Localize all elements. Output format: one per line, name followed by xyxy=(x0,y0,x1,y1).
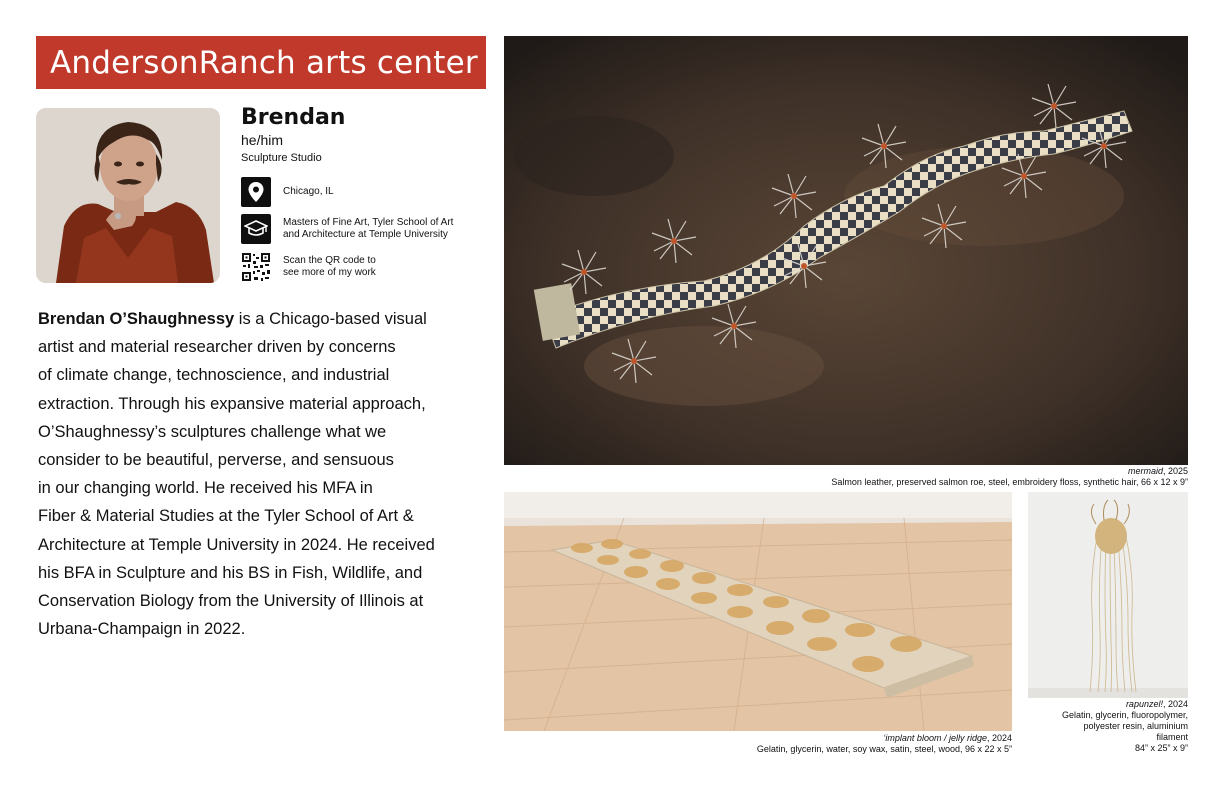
bio-line: Conservation Biology from the University of Illinois at xyxy=(38,592,424,611)
bio-line: artist and material researcher driven by concerns xyxy=(38,338,396,357)
caption-mermaid-title-line xyxy=(700,466,1188,477)
artist-name: Brendan xyxy=(241,105,346,130)
bio-line: his BFA in Sculpture and his BS in Fish, Wildlife, and xyxy=(38,563,423,582)
graduation-cap-icon xyxy=(241,214,271,244)
artwork-title: ‘implant bloom / jelly ridge xyxy=(883,733,987,743)
location-row xyxy=(241,177,483,207)
location-text: Chicago, IL xyxy=(283,186,334,197)
artwork-details: Salmon leather, preserved salmon roe, steel, embroidery floss, synthetic hair, 66 x 12 x 9” xyxy=(831,477,1188,487)
artwork-photo-rapunzel xyxy=(1028,492,1188,698)
artwork-photo-implant-bloom xyxy=(504,492,1012,731)
artwork-year: , 2024 xyxy=(1162,699,1188,709)
caption-implant-bloom xyxy=(640,733,1012,755)
education-text xyxy=(283,217,483,241)
artwork-details: Gelatin, glycerin, water, soy wax, satin, steel, wood, 96 x 22 x 5” xyxy=(756,744,1012,754)
artwork-details: Gelatin, glycerin, fluoropolymer, xyxy=(1061,710,1188,720)
artist-portrait xyxy=(36,108,220,283)
caption-mermaid xyxy=(700,466,1188,488)
artwork-details: filament xyxy=(1156,732,1188,742)
artwork-photo-mermaid xyxy=(504,36,1188,465)
bio-line: O’Shaughnessy’s sculptures challenge what we xyxy=(38,422,387,441)
caption-implant-bloom-title-line xyxy=(640,733,1012,744)
bio-line: of climate change, technoscience, and industrial xyxy=(38,366,390,385)
bio-full-name: Brendan O’Shaughnessy xyxy=(38,310,235,328)
organization-banner xyxy=(36,36,486,89)
artist-studio: Sculpture Studio xyxy=(241,152,322,164)
artwork-dimensions: 84” x 25” x 9” xyxy=(1134,743,1188,753)
artist-pronouns: he/him xyxy=(241,132,284,148)
location-pin-icon xyxy=(241,177,271,207)
bio-line: Urbana-Champaign in 2022. xyxy=(38,620,246,639)
caption-rapunzel xyxy=(1020,699,1188,754)
qr-text xyxy=(283,255,483,279)
bio-line: Architecture at Temple University in 2024. He received xyxy=(38,535,435,554)
caption-rapunzel-title-line xyxy=(1020,699,1188,710)
artwork-title: rapunzel! xyxy=(1125,699,1163,709)
artwork-details: polyester resin, aluminium xyxy=(1083,721,1188,731)
qr-row xyxy=(241,252,483,282)
organization-name: AndersonRanch arts center xyxy=(50,44,478,81)
education-line-1: Masters of Fine Art, Tyler School of Art xyxy=(283,217,454,228)
artwork-year: , 2025 xyxy=(1162,466,1188,476)
education-row xyxy=(241,214,483,244)
bio-line: Fiber & Material Studies at the Tyler School of Art & xyxy=(38,507,414,526)
education-line-2: and Architecture at Temple University xyxy=(283,229,448,240)
artist-bio xyxy=(38,305,488,643)
qr-line-2: see more of my work xyxy=(283,267,376,278)
qr-line-1: Scan the QR code to xyxy=(283,255,376,266)
bio-line: extraction. Through his expansive material approach, xyxy=(38,394,426,413)
portrait-image xyxy=(36,108,220,283)
qr-code-icon[interactable] xyxy=(241,252,271,282)
artwork-title: mermaid xyxy=(1127,466,1163,476)
bio-line-1-rest: is a Chicago-based visual xyxy=(234,310,427,328)
bio-line: consider to be beautiful, perverse, and sensuous xyxy=(38,451,394,470)
bio-line: in our changing world. He received his MFA in xyxy=(38,479,373,498)
artwork-year: , 2024 xyxy=(986,733,1012,743)
bio-line-1 xyxy=(38,305,488,333)
